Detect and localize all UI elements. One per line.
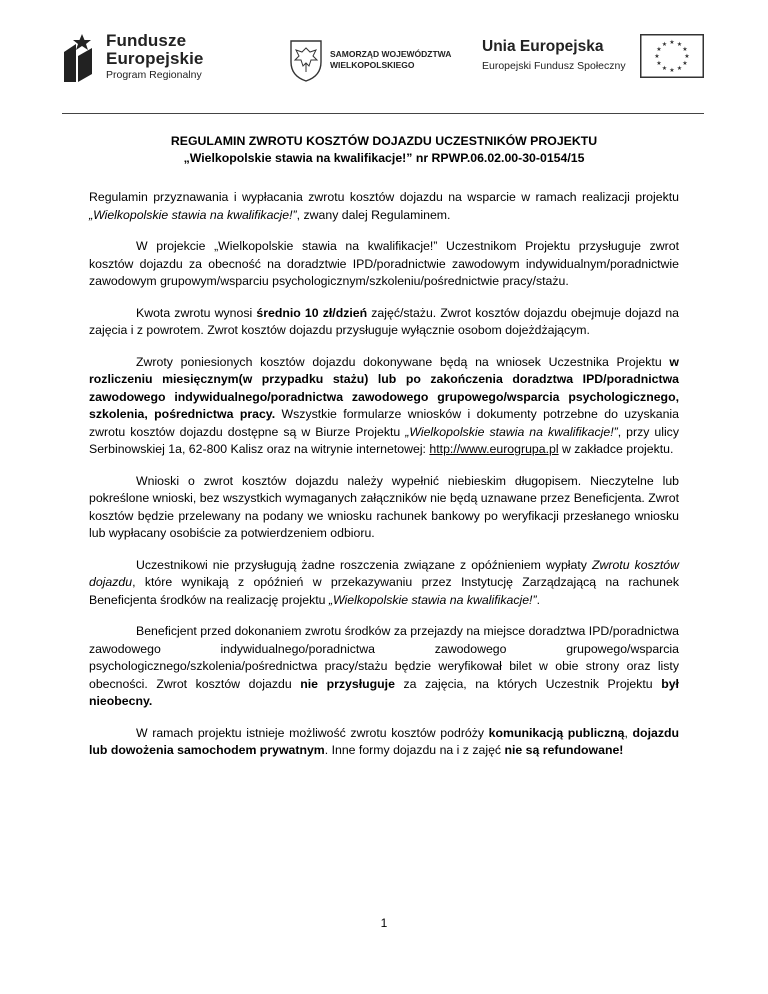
p1-project-name: „Wielkopolskie stawia na kwalifikacje!” [89, 207, 297, 222]
p6-text-end: . [536, 592, 540, 607]
p4-text-2: Wszystkie formularze wniosków i dokumenty potrzebne do uzyskania zwrotu kosztów dojazdu dostępne są w Biurze Projektu [89, 407, 679, 439]
svg-text:★: ★ [676, 41, 683, 48]
paragraph-amount [89, 305, 679, 340]
svg-text:★: ★ [682, 46, 688, 53]
paragraph-transport [89, 725, 679, 760]
p4-bold: w rozliczeniu miesięcznym(w przypadku stażu) lub po zakończenia doradztwa IPD/poradnictwa zawodowego indywidualnego/poradnictwa zawodowego grupowego/wsparcia psychologicznego, szkolenia, pośrednictwa pracy. [89, 354, 679, 421]
fe-logo-line1: Fundusze [106, 31, 187, 50]
paragraph-procedure [89, 354, 679, 459]
paragraph-delays [89, 557, 679, 610]
p4-text-3: , przy ulicy Serbinowskiej 1a, 62-800 Kalisz oraz na witrynie internetowej: [89, 424, 679, 456]
p6-italic: Zwrotu kosztów dojazdu [89, 557, 679, 589]
eagle-crest-icon [288, 38, 324, 82]
p7-text-2: za zajęcia, na których Uczestnik Projektu [394, 676, 662, 691]
fe-logo-line3: Program Regionalny [106, 68, 202, 81]
p4-text-end: w zakładce projektu. [558, 442, 674, 456]
fundusze-europejskie-logo [62, 30, 282, 86]
sw-logo-text [330, 49, 451, 70]
document-title [89, 133, 679, 167]
p4-project-name: „Wielkopolskie stawia na kwalifikacje!” [405, 424, 618, 439]
svg-text:★: ★ [669, 67, 675, 74]
sw-logo-line2: WIELKOPOLSKIEGO [330, 59, 415, 70]
fe-star-flag-icon [62, 34, 100, 82]
svg-text:★: ★ [682, 60, 688, 67]
p5-text: Wnioski o zwrot kosztów dojazdu należy wypełnić niebieskim długopisem. Nieczytelne lub pokreślone wnioski, bez wszystkich wymaganych załączników nie będą uznawane przez Beneficjenta. Zwrot kosztów będzie przelewany na podany we wniosku rachunek bankowy po weryfikacji przesłanego wniosku lub wypłacany osobiście za potwierdzeniem odbioru. [89, 473, 679, 540]
fe-logo-text [106, 32, 203, 81]
svg-text:★: ★ [656, 60, 662, 67]
p3-text: Kwota zwrotu wynosi [136, 305, 257, 320]
title-line1: REGULAMIN ZWROTU KOSZTÓW DOJAZDU UCZESTNIKÓW PROJEKTU [170, 134, 598, 148]
p1-text-end: , zwany dalej Regulaminem. [296, 207, 451, 222]
p4-text: Zwroty poniesionych kosztów dojazdu dokonywane będą na wniosek Uczestnika Projektu [136, 354, 670, 369]
paragraph-intro [89, 189, 679, 224]
title-line2: „Wielkopolskie stawia na kwalifikacje!” nr RPWP.06.02.00-30-0154/15 [183, 151, 585, 165]
p8-text-2: . Inne formy dojazdu na i z zajęć [324, 743, 505, 757]
sw-logo-line1: SAMORZĄD WOJEWÓDZTWA [330, 49, 452, 59]
p8-comma: , [624, 725, 633, 740]
website-link[interactable]: http://www.eurogrupa.pl [429, 442, 559, 456]
p7-text: Beneficjent przed dokonaniem zwrotu środków za przejazdy na miejsce doradztwa IPD/poradnictwa zawodowego indywidualnego/poradnictwa zawodowego grupowego/wsparcia psychologicznego/szkolenia/pośrednictwa pracy/stażu będzie weryfikował bilet w obie strony oraz listy obecności. Zwrot kosztów dojazdu [89, 624, 679, 691]
svg-text:★: ★ [656, 46, 662, 53]
fe-logo-line2: Europejskie [106, 48, 204, 68]
p8-bold-1: komunikacją publiczną [488, 725, 625, 740]
page-header [62, 28, 710, 88]
p3-amount: średnio 10 zł/dzień [256, 305, 368, 320]
p6-text: Uczestnikowi nie przysługują żadne roszczenia związane z opóźnieniem wypłaty [136, 557, 592, 572]
svg-text:★: ★ [669, 39, 675, 46]
ue-logo-text [482, 38, 626, 72]
p6-text-2: , które wynikają z opóźnień w przekazywaniu przez Instytucję Zarządzającą na rachunek Beneficjenta środków na realizację projektu [89, 575, 679, 607]
paragraph-verification [89, 623, 679, 711]
paragraph-applications [89, 473, 679, 543]
p1-text: Regulamin przyznawania i wypłacania zwrotu kosztów dojazdu na wsparcie w ramach realizacji projektu [89, 190, 679, 204]
eu-flag-icon [640, 34, 704, 78]
ue-logo-subtitle: Europejski Fundusz Społeczny [482, 60, 626, 72]
p2-text: W projekcie „Wielkopolskie stawia na kwalifikacje!” Uczestnikom Projektu przysługuje zwrot kosztów dojazdu za obecność na doradztwie IPD/poradnictwie zawodowym indywidualnym/poradnictwie zawodowym grupowym/wsparciu psychologicznym/szkoleniu/pośrednictwie pracy/stażu. [89, 239, 679, 288]
p3-text-end: zajęć/stażu. Zwrot kosztów dojazdu obejmuje dojazd na zajęcia i z powrotem. Zwrot kosztów dojazdu przysługuje wyłącznie osobom dojeżdżającym. [89, 305, 680, 337]
svg-text:★: ★ [661, 41, 668, 48]
p8-bold-3: nie są refundowane! [504, 743, 624, 757]
samorzad-wojewodztwa-logo [288, 38, 468, 82]
ue-logo-title: Unia Europejska [482, 38, 604, 55]
p8-text: W ramach projektu istnieje możliwość zwrotu kosztów podróży [136, 725, 489, 740]
p6-project-name: „Wielkopolskie stawia na kwalifikacje!” [328, 592, 537, 607]
document-body [89, 133, 679, 774]
page-number: 1 [380, 916, 388, 930]
header-divider [62, 113, 704, 114]
p7-bold-1: nie przysługuje [300, 676, 395, 691]
paragraph-eligibility [89, 238, 679, 291]
svg-text:★: ★ [676, 65, 683, 72]
svg-text:★: ★ [684, 53, 690, 60]
svg-text:★: ★ [661, 65, 668, 72]
p7-bold-2: był nieobecny. [89, 676, 679, 708]
unia-europejska-logo [482, 32, 710, 82]
p8-bold-2: dojazdu lub dowożenia samochodem prywatnym [89, 725, 679, 757]
svg-text:★: ★ [654, 53, 660, 60]
